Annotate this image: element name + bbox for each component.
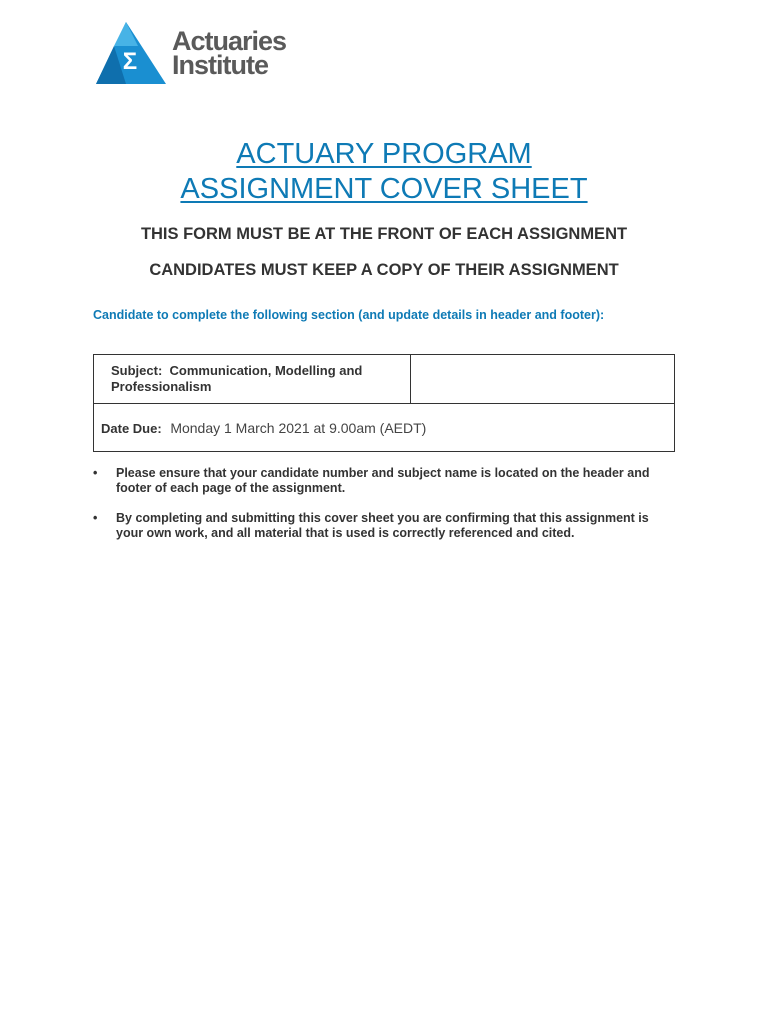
date-due-label: Date Due:	[101, 420, 162, 436]
subject-entry-field[interactable]	[411, 355, 675, 404]
document-title-line1: ACTUARY PROGRAM	[236, 138, 532, 170]
actuaries-institute-logo	[94, 20, 314, 90]
document-title-line2: ASSIGNMENT COVER SHEET	[180, 173, 588, 205]
list-item	[93, 466, 673, 495]
logo-text-line1: Actuaries	[172, 26, 287, 56]
bullet-icon: •	[93, 511, 98, 525]
front-of-assignment-notice: THIS FORM MUST BE AT THE FRONT OF EACH ASSIGNMENT	[140, 225, 628, 243]
bullet-icon: •	[93, 466, 98, 480]
keep-copy-notice: CANDIDATES MUST KEEP A COPY OF THEIR ASSIGNMENT	[149, 261, 619, 279]
notes-list	[93, 466, 673, 556]
note-text: Please ensure that your candidate number and subject name is located on the header and footer of each page of the assignment.	[116, 466, 650, 495]
date-due-cell	[94, 404, 675, 452]
assignment-details-table	[93, 354, 675, 452]
date-due-value: Monday 1 March 2021 at 9.00am (AEDT)	[170, 419, 427, 436]
note-text: By completing and submitting this cover sheet you are confirming that this assignment is your own work, and all material that is used is correctly referenced and cited.	[116, 511, 649, 540]
subject-value: Communication, Modelling and Professionalism	[111, 363, 363, 394]
sigma-triangle-icon	[94, 20, 172, 88]
candidate-instruction: Candidate to complete the following section (and update details in header and footer):	[93, 308, 605, 322]
svg-text:Σ: Σ	[122, 48, 138, 75]
subject-cell	[94, 355, 411, 404]
logo-text-line2: Institute	[172, 50, 268, 80]
list-item	[93, 511, 673, 540]
subject-label: Subject:	[111, 363, 163, 378]
